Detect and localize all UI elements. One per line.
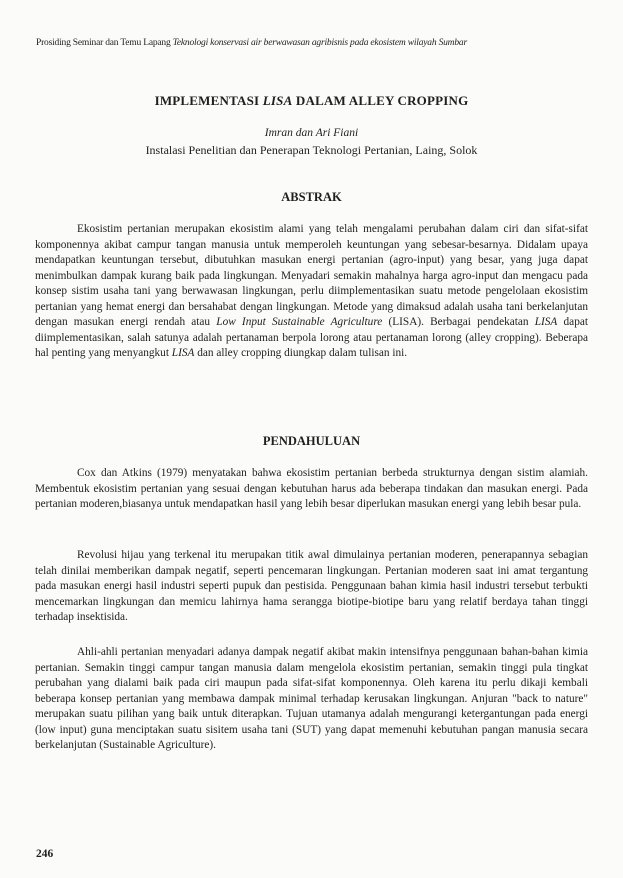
running-header-italic: Teknologi konservasi air berwawasan agribisnis pada ekosistem wilayah Sumbar — [172, 38, 467, 48]
paper-title-after: DALAM ALLEY CROPPING — [292, 93, 469, 108]
abstract-text-part-1: Ekosistim pertanian merupakan ekosistim alami yang telah mengalami perubahan dalam ciri dan sifat-sifat komponennya akibat campur tangan manusia untuk memperoleh keuntungan yang sebesar-besarnya. Didalam upaya mendapatkan keuntungan tersebut, dibutuhkan masukan energi pertanian (agro-input) yang besar, yang juga dapat menimbulkan dampak kurang baik pada lingkungan. Menyadari semakin mahalnya harga agro-input dan mengacu pada konsep sistim usaha tani yang berwawasan lingkungan, perlu diimplementasikan suatu metode pengelolaan ekosistim pertanian yang hemat energi dan bersahabat dengan lingkungan. Metode yang dimaksud adalah usaha tani berkelanjutan dengan masukan energi rendah atau — [35, 223, 588, 328]
introduction-paragraph: Revolusi hijau yang terkenal itu merupakan titik awal dimulainya pertanian moderen, penerapannya sebagian telah dinilai memberikan dampak negatif, seperti pencemaran lingkungan. Pertanian moderen saat ini amat tergantung pada masukan energi hasil industri seperti pupuk dan pestisida. Penggunaan bahan kimia hasil industri tersebut terbukti mencemarkan lingkungan dan memicu lahirnya hama serangga biotipe-biotipe baru yang relatif berdaya tahan tinggi terhadap insektisida. — [35, 549, 588, 623]
introduction-heading: PENDAHULUAN — [262, 434, 361, 448]
abstract-italic-3: LISA — [171, 347, 195, 359]
paper-title-before: IMPLEMENTASI — [154, 93, 263, 108]
running-header — [36, 38, 596, 48]
abstract-text — [35, 222, 588, 362]
authors: Imran dan Ari Fiani — [264, 127, 359, 139]
abstract-italic-2: LISA — [534, 316, 558, 328]
paper-title — [0, 93, 623, 109]
abstract-italic-1: Low Input Sustainable Agriculture — [216, 316, 383, 328]
page-number: 246 — [36, 848, 54, 860]
abstract-text-part-2: (LISA). Berbagai pendekatan — [382, 316, 535, 328]
running-header-plain: Prosiding Seminar dan Temu Lapang — [36, 38, 173, 48]
affiliation: Instalasi Penelitian dan Penerapan Teknologi Pertanian, Laing, Solok — [145, 143, 478, 157]
abstract-text-part-3: dapat diimplementasikan, salah satunya adalah pertanaman berpola lorong atau pertanaman lorong (alley cropping). Beberapa hal penting yang menyangkut — [35, 316, 588, 359]
introduction-paragraph: Ahli-ahli pertanian menyadari adanya dampak negatif akibat makin intensifnya penggunaan bahan-bahan kimia pertanian. Semakin tinggi campur tangan manusia dalam mengelola ekosistim pertanian, semakin tinggi pula tingkat perubahan yang dialami baik pada ciri maupun pada sifat-sifat komponennya. Oleh karena itu perlu dikaji kembali beberapa konsep pertanian yang membawa dampak minimal terhadap kerusakan lingkungan. Anjuran "back to nature" merupakan suatu pilihan yang baik untuk diterapkan. Tujuan utamanya adalah mengurangi ketergantungan pada energi (low input) guna menciptakan suatu sisitem usaha tani (SUT) yang dapat memenuhi kebutuhan pangan manusia secara berkelanjutan (Sustainable Agriculture). — [35, 646, 588, 751]
abstract-text-part-4: dan alley cropping diungkap dalam tulisan ini. — [194, 347, 408, 359]
abstract-heading: ABSTRAK — [281, 190, 342, 204]
introduction-paragraph: Cox dan Atkins (1979) menyatakan bahwa ekosistim pertanian berbeda strukturnya dengan sistim alamiah. Membentuk ekosistim pertanian yang sesuai dengan kebutuhan harus ada beberapa tindakan dan masukan energi. Pada pertanian moderen,biasanya untuk mendapatkan hasil yang lebih besar diperlukan masukan energi yang lebih besar pula. — [35, 467, 588, 510]
paper-title-italic: LISA — [262, 93, 293, 108]
